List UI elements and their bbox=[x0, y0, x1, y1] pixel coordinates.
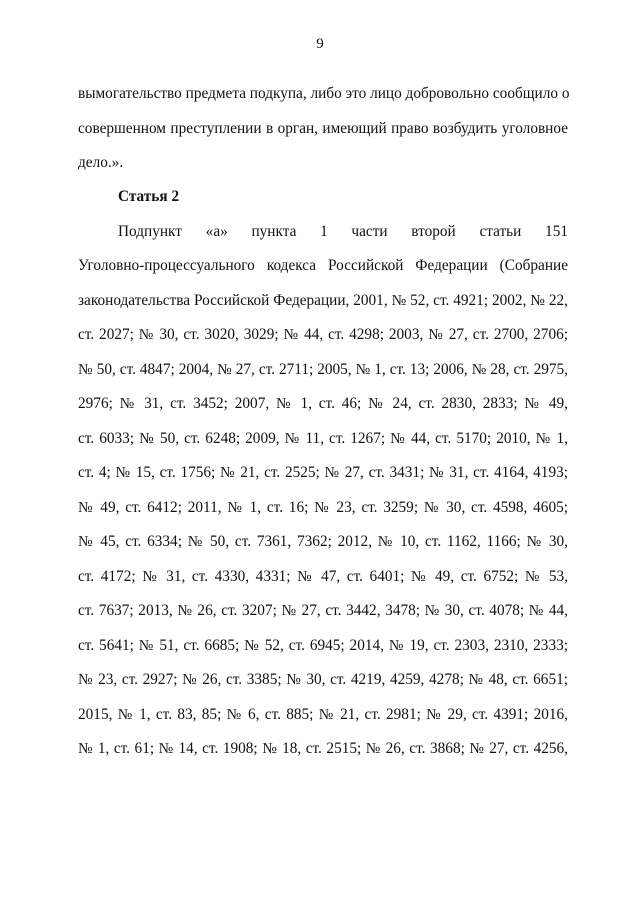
continuation-line-2: совершенном преступлении в орган, имеющий право возбудить уголовное bbox=[78, 120, 568, 137]
article-line-4: ст. 2027; № 30, ст. 3020, 3029; № 44, ст. 4298; 2003, № 27, ст. 2700, 2706; bbox=[78, 326, 568, 343]
article-line-2: Уголовно-процессуального кодекса Российской Федерации (Собрание bbox=[78, 257, 568, 274]
article-line-5: № 50, ст. 4847; 2004, № 27, ст. 2711; 2005, № 1, ст. 13; 2006, № 28, ст. 2975, bbox=[78, 361, 568, 378]
article-line-13: ст. 5641; № 51, ст. 6685; № 52, ст. 6945; 2014, № 19, ст. 2303, 2310, 2333; bbox=[78, 637, 568, 654]
article-line-14: № 23, ст. 2927; № 26, ст. 3385; № 30, ст. 4219, 4259, 4278; № 48, ст. 6651; bbox=[78, 671, 568, 688]
article-line-10: № 45, ст. 6334; № 50, ст. 7361, 7362; 2012, № 10, ст. 1162, 1166; № 30, bbox=[78, 533, 568, 550]
continuation-line-3: дело.». bbox=[78, 154, 124, 171]
article-line-11: ст. 4172; № 31, ст. 4330, 4331; № 47, ст. 6401; № 49, ст. 6752; № 53, bbox=[78, 568, 568, 585]
article-line-3: законодательства Российской Федерации, 2001, № 52, ст. 4921; 2002, № 22, bbox=[78, 292, 568, 309]
article-line-16: № 1, ст. 61; № 14, ст. 1908; № 18, ст. 2515; № 26, ст. 3868; № 27, ст. 4256, bbox=[78, 740, 568, 757]
article-line-1: Подпункт «а» пункта 1 части второй статьи 151 bbox=[118, 223, 568, 240]
article-heading: Статья 2 bbox=[118, 188, 180, 205]
article-line-15: 2015, № 1, ст. 83, 85; № 6, ст. 885; № 21, ст. 2981; № 29, ст. 4391; 2016, bbox=[78, 706, 568, 723]
article-line-6: 2976; № 31, ст. 3452; 2007, № 1, ст. 46; № 24, ст. 2830, 2833; № 49, bbox=[78, 395, 568, 412]
continuation-line-1: вымогательство предмета подкупа, либо это лицо добровольно сообщило о bbox=[78, 85, 570, 102]
page-number: 9 bbox=[316, 36, 324, 52]
article-line-8: ст. 4; № 15, ст. 1756; № 21, ст. 2525; № 27, ст. 3431; № 31, ст. 4164, 4193; bbox=[78, 464, 568, 481]
article-line-9: № 49, ст. 6412; 2011, № 1, ст. 16; № 23, ст. 3259; № 30, ст. 4598, 4605; bbox=[78, 499, 568, 516]
article-line-12: ст. 7637; 2013, № 26, ст. 3207; № 27, ст. 3442, 3478; № 30, ст. 4078; № 44, bbox=[78, 602, 568, 619]
article-line-7: ст. 6033; № 50, ст. 6248; 2009, № 11, ст. 1267; № 44, ст. 5170; 2010, № 1, bbox=[78, 430, 568, 447]
